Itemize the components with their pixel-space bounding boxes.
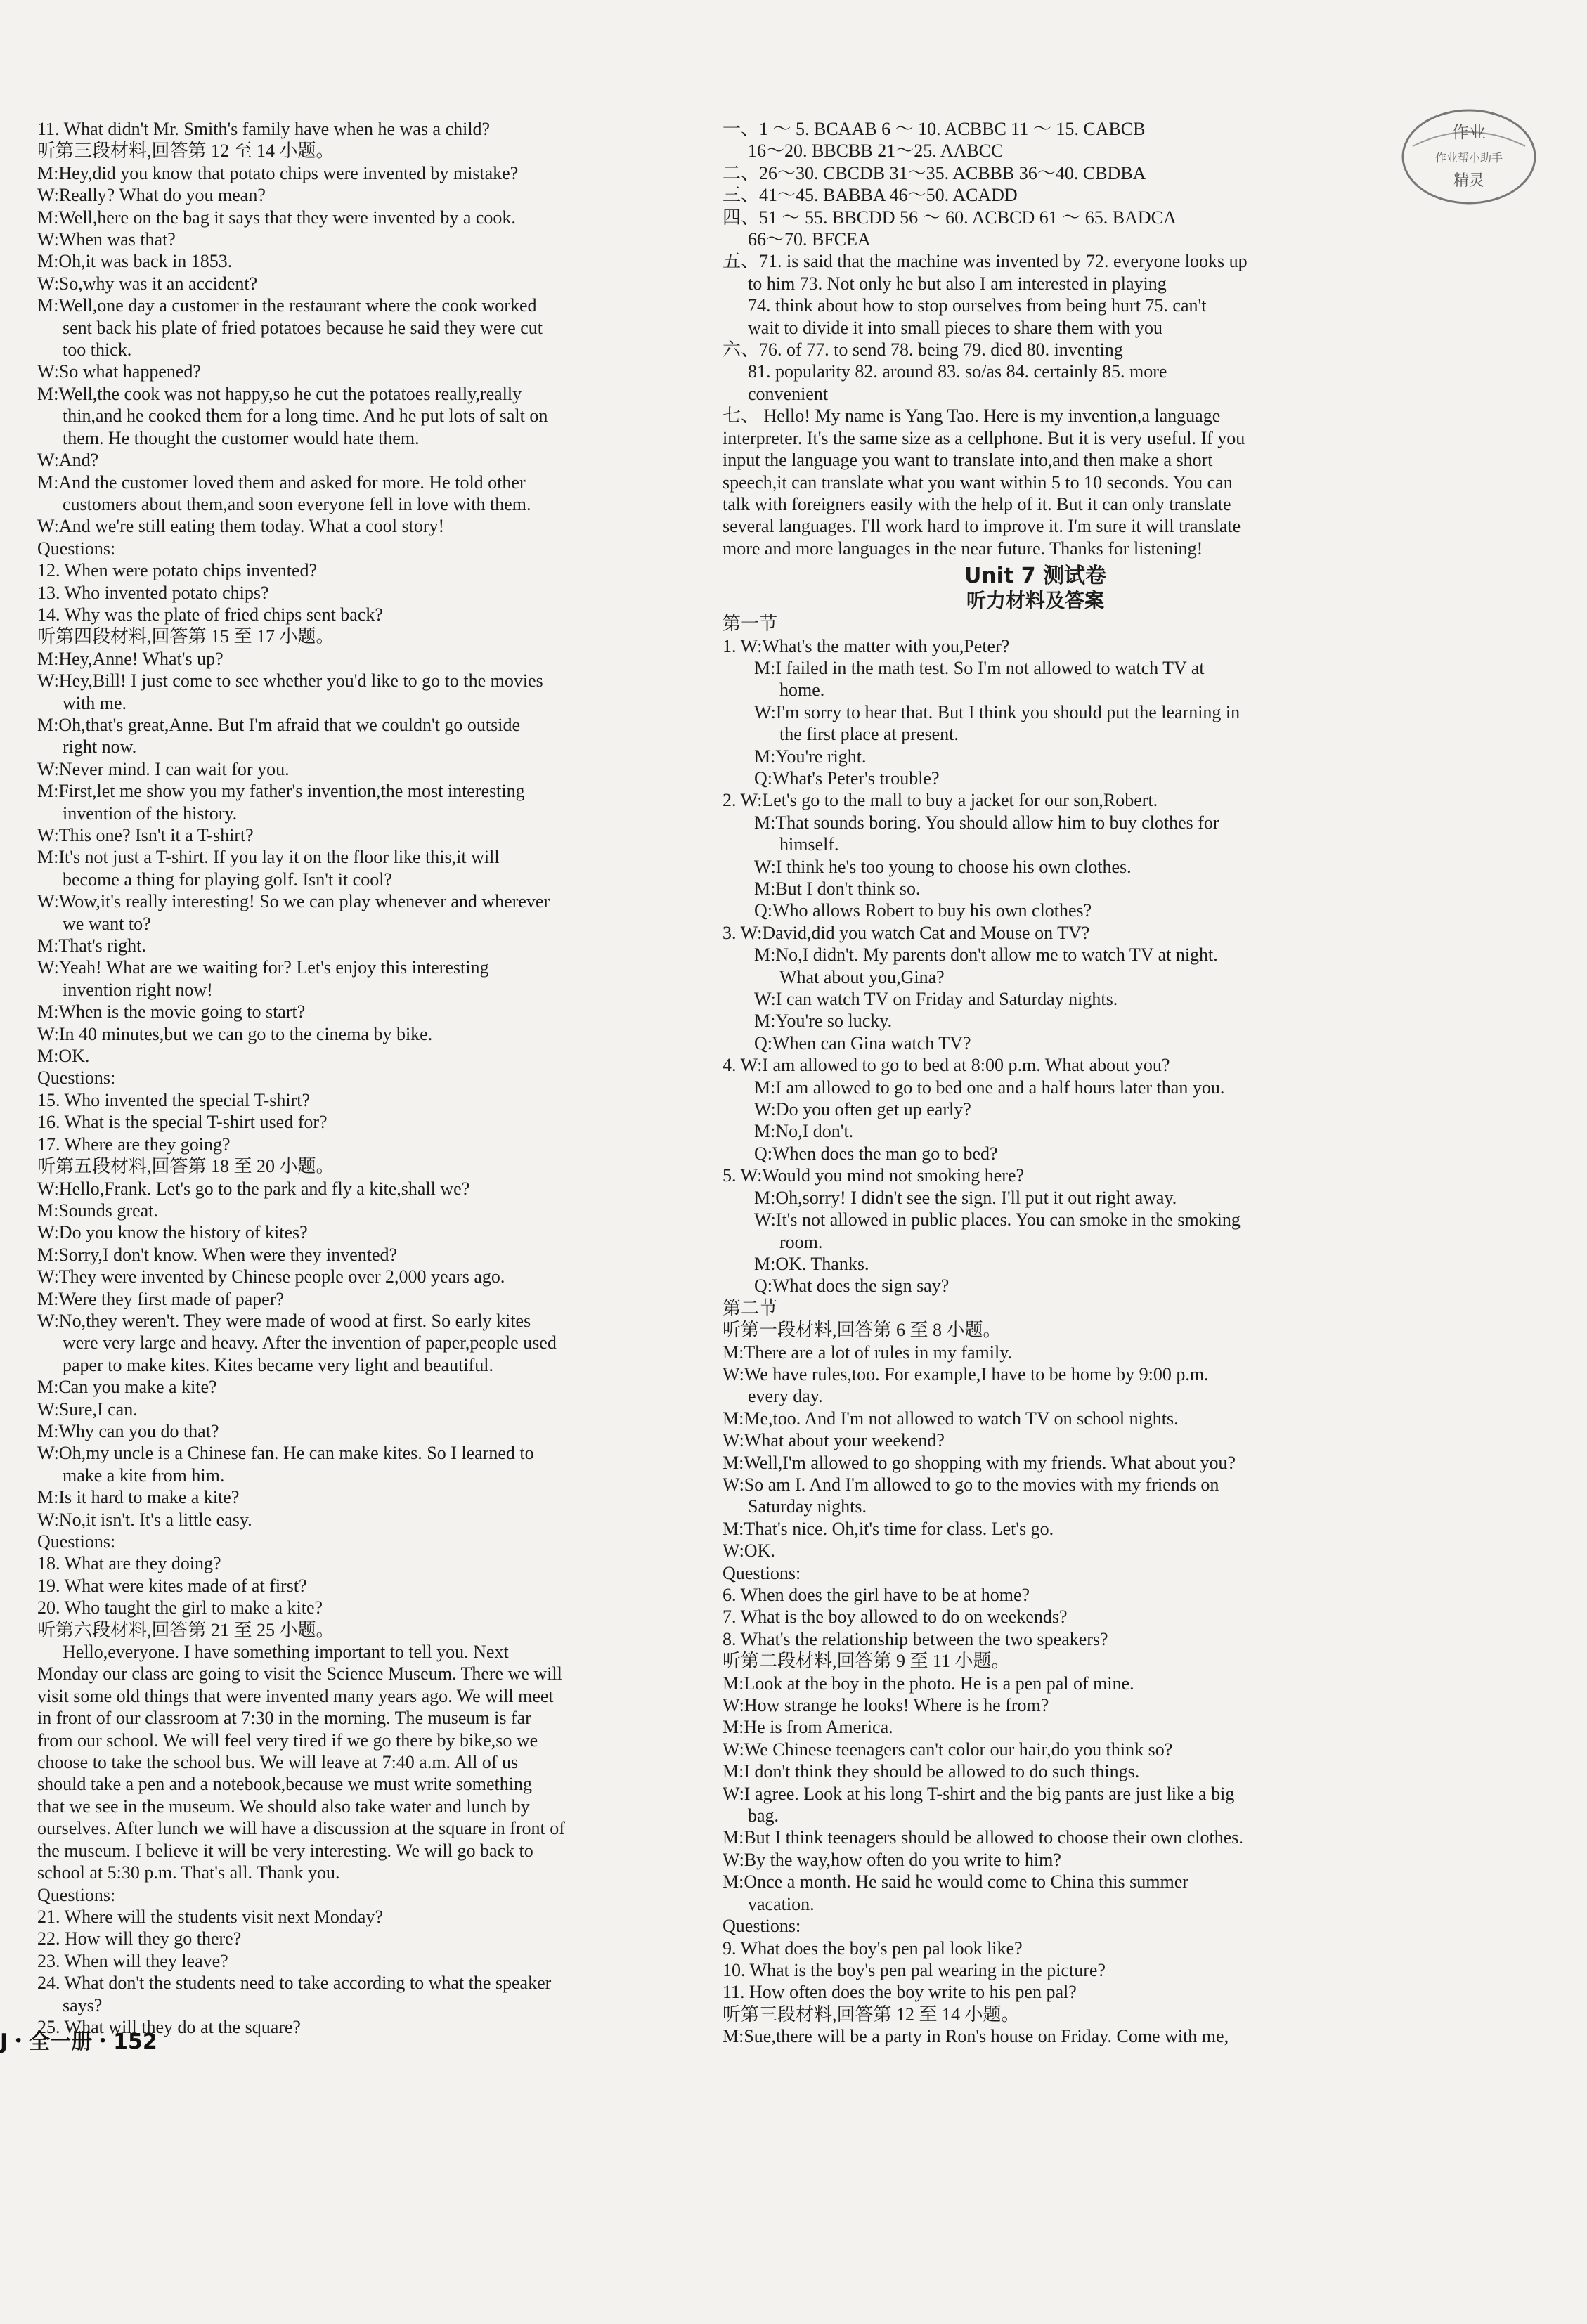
text-line: M:No,I don't. (754, 1121, 854, 1142)
text-line: W:This one? Isn't it a T-shirt? (37, 825, 254, 845)
text-line: school at 5:30 p.m. That's all. Thank you. (37, 1862, 340, 1883)
text-line: W:Oh,my uncle is a Chinese fan. He can make kites. So I learned to (37, 1443, 534, 1464)
text-line: 81. popularity 82. around 83. so/as 84. certainly 85. more (748, 361, 1167, 382)
text-line: W:No,it isn't. It's a little easy. (37, 1509, 252, 1530)
text-line: speech,it can translate what you want within 5 to 10 seconds. You can (723, 472, 1233, 493)
left-column (37, 118, 663, 2038)
text-line: W:I can watch TV on Friday and Saturday nights. (754, 989, 1118, 1010)
text-line: W:By the way,how often do you write to him? (723, 1849, 1061, 1870)
text-line: M:Sorry,I don't know. When were they invented? (37, 1244, 398, 1265)
text-line: M:And the customer loved them and asked for more. He told other (37, 472, 526, 493)
text-line: What about you,Gina? (779, 966, 945, 987)
text-line: W:In 40 minutes,but we can go to the cinema by bike. (37, 1023, 433, 1044)
text-line: input the language you want to translate into,and then make a short (723, 450, 1213, 471)
text-line: M:Hey,did you know that potato chips were invented by mistake? (37, 162, 519, 183)
text-line: customers about them,and soon everyone fell in love with them. (63, 493, 531, 514)
text-line: W:Never mind. I can wait for you. (37, 758, 290, 779)
text-line: Questions: (37, 1067, 116, 1089)
text-line: W:Wow,it's really interesting! So we can play whenever and wherever (37, 891, 550, 912)
right-column (723, 118, 1348, 2048)
text-line: 25. What will they do at the square? (37, 2016, 301, 2037)
text-line: M:Once a month. He said he would come to China this summer (723, 1871, 1188, 1893)
text-line: 听第四段材料,回答第 15 至 17 小题。 (37, 626, 335, 647)
text-line: 听第三段材料,回答第 12 至 14 小题。 (37, 141, 335, 162)
text-line: W:We Chinese teenagers can't color our hair,do you think so? (723, 1739, 1173, 1760)
stamp-line2: 作业帮小助手 (1434, 151, 1503, 164)
text-line: M:Well,the cook was not happy,so he cut the potatoes really,really (37, 383, 522, 404)
text-line: says? (63, 1994, 103, 2015)
text-line: home. (779, 680, 825, 701)
text-line: talk with foreigners easily with the help of it. But it can only translate (723, 493, 1231, 514)
text-line: W:No,they weren't. They were made of wood at first. So early kites (37, 1310, 531, 1331)
stamp-line1: 作业 (1452, 122, 1486, 142)
unit-subtitle: 听力材料及答案 (966, 589, 1104, 613)
text-line: several languages. I'll work hard to improve it. I'm sure it will translate (723, 516, 1241, 537)
text-line: W:So,why was it an accident? (37, 273, 258, 294)
text-line: M:Sue,there will be a party in Ron's house on Friday. Come with me, (723, 2026, 1229, 2047)
text-line: W:We have rules,too. For example,I have to be home by 9:00 p.m. (723, 1363, 1209, 1384)
text-line: W:And? (37, 450, 99, 471)
text-line: M:Were they first made of paper? (37, 1288, 284, 1309)
text-line: 11. How often does the boy write to his pen pal? (723, 1982, 1077, 2003)
text-line: 10. What is the boy's pen pal wearing in the picture? (723, 1959, 1106, 1980)
text-line: that we see in the museum. We should also take water and lunch by (37, 1796, 530, 1817)
text-line: 听第一段材料,回答第 6 至 8 小题。 (723, 1320, 1002, 1341)
text-line: 11. What didn't Mr. Smith's family have when he was a child? (37, 119, 491, 139)
text-line: Questions: (723, 1562, 801, 1583)
text-line: 三、41～45. BABBA 46～50. ACADD (723, 185, 1018, 206)
text-line: 13. Who invented potato chips? (37, 582, 269, 603)
text-line: should take a pen and a notebook,because we must write something (37, 1774, 532, 1795)
text-line: 第一节 (723, 614, 778, 635)
text-line: convenient (748, 383, 829, 404)
text-line: M:Well,here on the bag it says that they were invented by a cook. (37, 207, 516, 228)
text-line: Q:What's Peter's trouble? (754, 767, 940, 788)
text-line: from our school. We will feel very tired if we go there by bike,so we (37, 1729, 538, 1751)
text-line: 66～70. BFCEA (748, 229, 871, 250)
text-line: 2. W:Let's go to the mall to buy a jacket for our son,Robert. (723, 790, 1158, 811)
text-line: Questions: (723, 1916, 801, 1937)
text-line: were very large and heavy. After the invention of paper,people used (63, 1332, 557, 1353)
text-line: W:OK. (723, 1540, 775, 1562)
text-line: room. (779, 1231, 823, 1252)
text-line: W:Yeah! What are we waiting for? Let's enjoy this interesting (37, 957, 489, 978)
text-line: M:OK. Thanks. (754, 1253, 869, 1274)
text-line: M:Why can you do that? (37, 1420, 219, 1441)
text-line: 听第三段材料,回答第 12 至 14 小题。 (723, 2004, 1020, 2025)
text-line: 15. Who invented the special T-shirt? (37, 1089, 310, 1110)
text-line: wait to divide it into small pieces to share them with you (748, 317, 1162, 338)
text-line: M:Can you make a kite? (37, 1377, 217, 1398)
text-line: M:Is it hard to make a kite? (37, 1487, 240, 1508)
text-line: M:That sounds boring. You should allow him to buy clothes for (754, 812, 1219, 833)
text-line: 12. When were potato chips invented? (37, 560, 318, 581)
text-line: W:And we're still eating them today. What a cool story! (37, 516, 445, 537)
text-line: 23. When will they leave? (37, 1950, 228, 1971)
text-line: the museum. I believe it will be very interesting. We will go back to (37, 1840, 533, 1861)
text-line: 4. W:I am allowed to go to bed at 8:00 p.m. What about you? (723, 1055, 1170, 1076)
text-line: W:Sure,I can. (37, 1398, 138, 1420)
text-line: make a kite from him. (63, 1465, 225, 1486)
text-line: interpreter. It's the same size as a cellphone. But it is very useful. If you (723, 427, 1245, 448)
text-line: W:Do you know the history of kites? (37, 1222, 308, 1243)
text-line: himself. (779, 834, 839, 855)
text-line: Q:What does the sign say? (754, 1275, 950, 1297)
text-line: them. He thought the customer would hate them. (63, 427, 420, 448)
text-line: W:So what happened? (37, 361, 201, 382)
unit-title: Unit 7 测试卷 (964, 564, 1107, 589)
text-line: sent back his plate of fried potatoes because he said they were cut (63, 317, 543, 338)
text-line: M:You're so lucky. (754, 1011, 893, 1032)
text-line: 24. What don't the students need to take according to what the speaker (37, 1973, 552, 1994)
text-line: 21. Where will the students visit next Monday? (37, 1906, 383, 1927)
text-line: M:Oh,that's great,Anne. But I'm afraid that we couldn't go outside (37, 714, 521, 735)
text-line: 七、 Hello! My name is Yang Tao. Here is my invention,a language (723, 405, 1221, 427)
text-line: W:Do you often get up early? (754, 1099, 971, 1120)
text-line: M:It's not just a T-shirt. If you lay it on the floor like this,it will (37, 847, 500, 868)
homework-stamp-logo (1399, 104, 1539, 209)
text-line: M:Sounds great. (37, 1200, 158, 1221)
text-line: ourselves. After lunch we will have a discussion at the square in front of (37, 1818, 565, 1839)
text-line: Q:Who allows Robert to buy his own clothes? (754, 900, 1092, 921)
text-line: M:Well,I'm allowed to go shopping with my friends. What about you? (723, 1452, 1236, 1473)
text-line: 16. What is the special T-shirt used for? (37, 1112, 328, 1133)
text-line: 听第六段材料,回答第 21 至 25 小题。 (37, 1619, 335, 1640)
text-line: M:Oh,sorry! I didn't see the sign. I'll put it out right away. (754, 1187, 1177, 1208)
page-footer: J・全一册・152 (0, 2030, 157, 2054)
text-line: W:I'm sorry to hear that. But I think you should put the learning in (754, 701, 1241, 722)
text-line: 二、26～30. CBCDB 31～35. ACBBB 36～40. CBDBA (723, 162, 1146, 183)
text-line: in front of our classroom at 7:30 in the morning. The museum is far (37, 1708, 531, 1729)
text-line: 20. Who taught the girl to make a kite? (37, 1597, 323, 1618)
text-line: 18. What are they doing? (37, 1553, 221, 1574)
text-line: 四、51 ～ 55. BBCDD 56 ～ 60. ACBCD 61 ～ 65. BADCA (723, 207, 1177, 228)
text-line: invention right now! (63, 979, 213, 1000)
text-line: M:He is from America. (723, 1717, 893, 1738)
text-line: M:First,let me show you my father's invention,the most interesting (37, 781, 525, 802)
text-line: Questions: (37, 538, 116, 559)
text-line: 8. What's the relationship between the two speakers? (723, 1628, 1108, 1649)
text-line: 16～20. BBCBB 21～25. AABCC (748, 141, 1004, 162)
text-line: to him 73. Not only he but also I am interested in playing (748, 273, 1167, 294)
text-line: 19. What were kites made of at first? (37, 1575, 307, 1596)
text-line: W:I think he's too young to choose his own clothes. (754, 856, 1132, 877)
text-line: the first place at present. (779, 724, 959, 745)
text-line: M:You're right. (754, 746, 867, 767)
text-line: 听第五段材料,回答第 18 至 20 小题。 (37, 1156, 335, 1177)
text-line: 22. How will they go there? (37, 1928, 242, 1949)
answer-key (723, 118, 1348, 559)
text-line: 一、1 ～ 5. BCAAB 6 ～ 10. ACBBC 11 ～ 15. CABCB (723, 119, 1146, 139)
text-line: M:Hey,Anne! What's up? (37, 648, 224, 669)
text-line: M:Well,one day a customer in the restaurant where the cook worked (37, 295, 537, 316)
text-line: M:Look at the boy in the photo. He is a pen pal of mine. (723, 1673, 1134, 1694)
text-line: choose to take the school bus. We will leave at 7:40 a.m. All of us (37, 1752, 519, 1773)
text-line: Hello,everyone. I have something important to tell you. Next (63, 1642, 509, 1663)
text-line: M:But I don't think so. (754, 878, 921, 899)
text-line: more and more languages in the near future. Thanks for listening! (723, 538, 1203, 559)
text-line: Q:When does the man go to bed? (754, 1143, 998, 1164)
text-line: M:I am allowed to go to bed one and a half hours later than you. (754, 1077, 1225, 1098)
text-line: we want to? (63, 913, 151, 934)
text-line: M:I failed in the math test. So I'm not allowed to watch TV at (754, 657, 1205, 678)
listening-material (723, 613, 1348, 2047)
text-line: 14. Why was the plate of fried chips sent back? (37, 604, 383, 625)
text-line: W:When was that? (37, 229, 176, 250)
text-line: 5. W:Would you mind not smoking here? (723, 1165, 1025, 1186)
text-line: M:There are a lot of rules in my family. (723, 1342, 1013, 1363)
text-line: W:So am I. And I'm allowed to go to the movies with my friends on (723, 1474, 1219, 1495)
text-line: W:What about your weekend? (723, 1430, 945, 1451)
text-line: right now. (63, 736, 137, 758)
text-line: Saturday nights. (748, 1496, 867, 1517)
text-line: W:It's not allowed in public places. You can smoke in the smoking (754, 1209, 1241, 1231)
text-line: M:That's right. (37, 935, 146, 956)
text-line: 第二节 (723, 1297, 778, 1318)
text-line: Monday our class are going to visit the Science Museum. There we will (37, 1663, 562, 1684)
text-line: M:I don't think they should be allowed to do such things. (723, 1761, 1140, 1782)
text-line: M:When is the movie going to start? (37, 1001, 306, 1023)
text-line: M:Oh,it was back in 1853. (37, 251, 233, 272)
text-line: W:I agree. Look at his long T-shirt and the big pants are just like a big (723, 1783, 1235, 1804)
text-line: thin,and he cooked them for a long time. And he put lots of salt on (63, 405, 548, 427)
stamp-line3: 精灵 (1453, 172, 1485, 190)
text-line: paper to make kites. Kites became very light and beautiful. (63, 1354, 493, 1375)
text-line: W:Really? What do you mean? (37, 185, 266, 206)
text-line: invention of the history. (63, 803, 238, 824)
text-line: M:OK. (37, 1046, 90, 1067)
text-line: 17. Where are they going? (37, 1134, 231, 1155)
text-line: Q:When can Gina watch TV? (754, 1032, 971, 1053)
text-line: M:That's nice. Oh,it's time for class. Let's go. (723, 1518, 1054, 1539)
text-line: Questions: (37, 1531, 116, 1552)
text-line: 3. W:David,did you watch Cat and Mouse on TV? (723, 922, 1090, 943)
text-line: 6. When does the girl have to be at home? (723, 1585, 1030, 1605)
text-line: W:They were invented by Chinese people over 2,000 years ago. (37, 1266, 505, 1287)
text-line: with me. (63, 692, 127, 713)
text-line: become a thing for playing golf. Isn't it cool? (63, 869, 392, 890)
text-line: 1. W:What's the matter with you,Peter? (723, 635, 1010, 656)
text-line: 六、76. of 77. to send 78. being 79. died 80. inventing (723, 339, 1123, 361)
text-line: 五、71. is said that the machine was invented by 72. everyone looks up (723, 251, 1248, 272)
text-line: every day. (748, 1386, 823, 1407)
text-line: bag. (748, 1805, 779, 1826)
text-line: too thick. (63, 339, 132, 361)
text-line: visit some old things that were invented many years ago. We will meet (37, 1685, 554, 1706)
text-line: 9. What does the boy's pen pal look like? (723, 1937, 1023, 1959)
text-line: 听第二段材料,回答第 9 至 11 小题。 (723, 1651, 1010, 1672)
text-line: M:But I think teenagers should be allowed to choose their own clothes. (723, 1827, 1243, 1848)
text-line: 7. What is the boy allowed to do on weekends? (723, 1606, 1068, 1628)
text-line: W:How strange he looks! Where is he from? (723, 1695, 1049, 1716)
text-line: W:Hello,Frank. Let's go to the park and fly a kite,shall we? (37, 1178, 470, 1199)
text-line: Questions: (37, 1884, 116, 1905)
text-line: M:No,I didn't. My parents don't allow me to watch TV at night. (754, 944, 1218, 966)
text-line: W:Hey,Bill! I just come to see whether you'd like to go to the movies (37, 670, 543, 692)
text-line: 74. think about how to stop ourselves from being hurt 75. can't (748, 295, 1207, 316)
text-line: M:Me,too. And I'm not allowed to watch TV on school nights. (723, 1408, 1179, 1429)
text-line: vacation. (748, 1893, 815, 1914)
